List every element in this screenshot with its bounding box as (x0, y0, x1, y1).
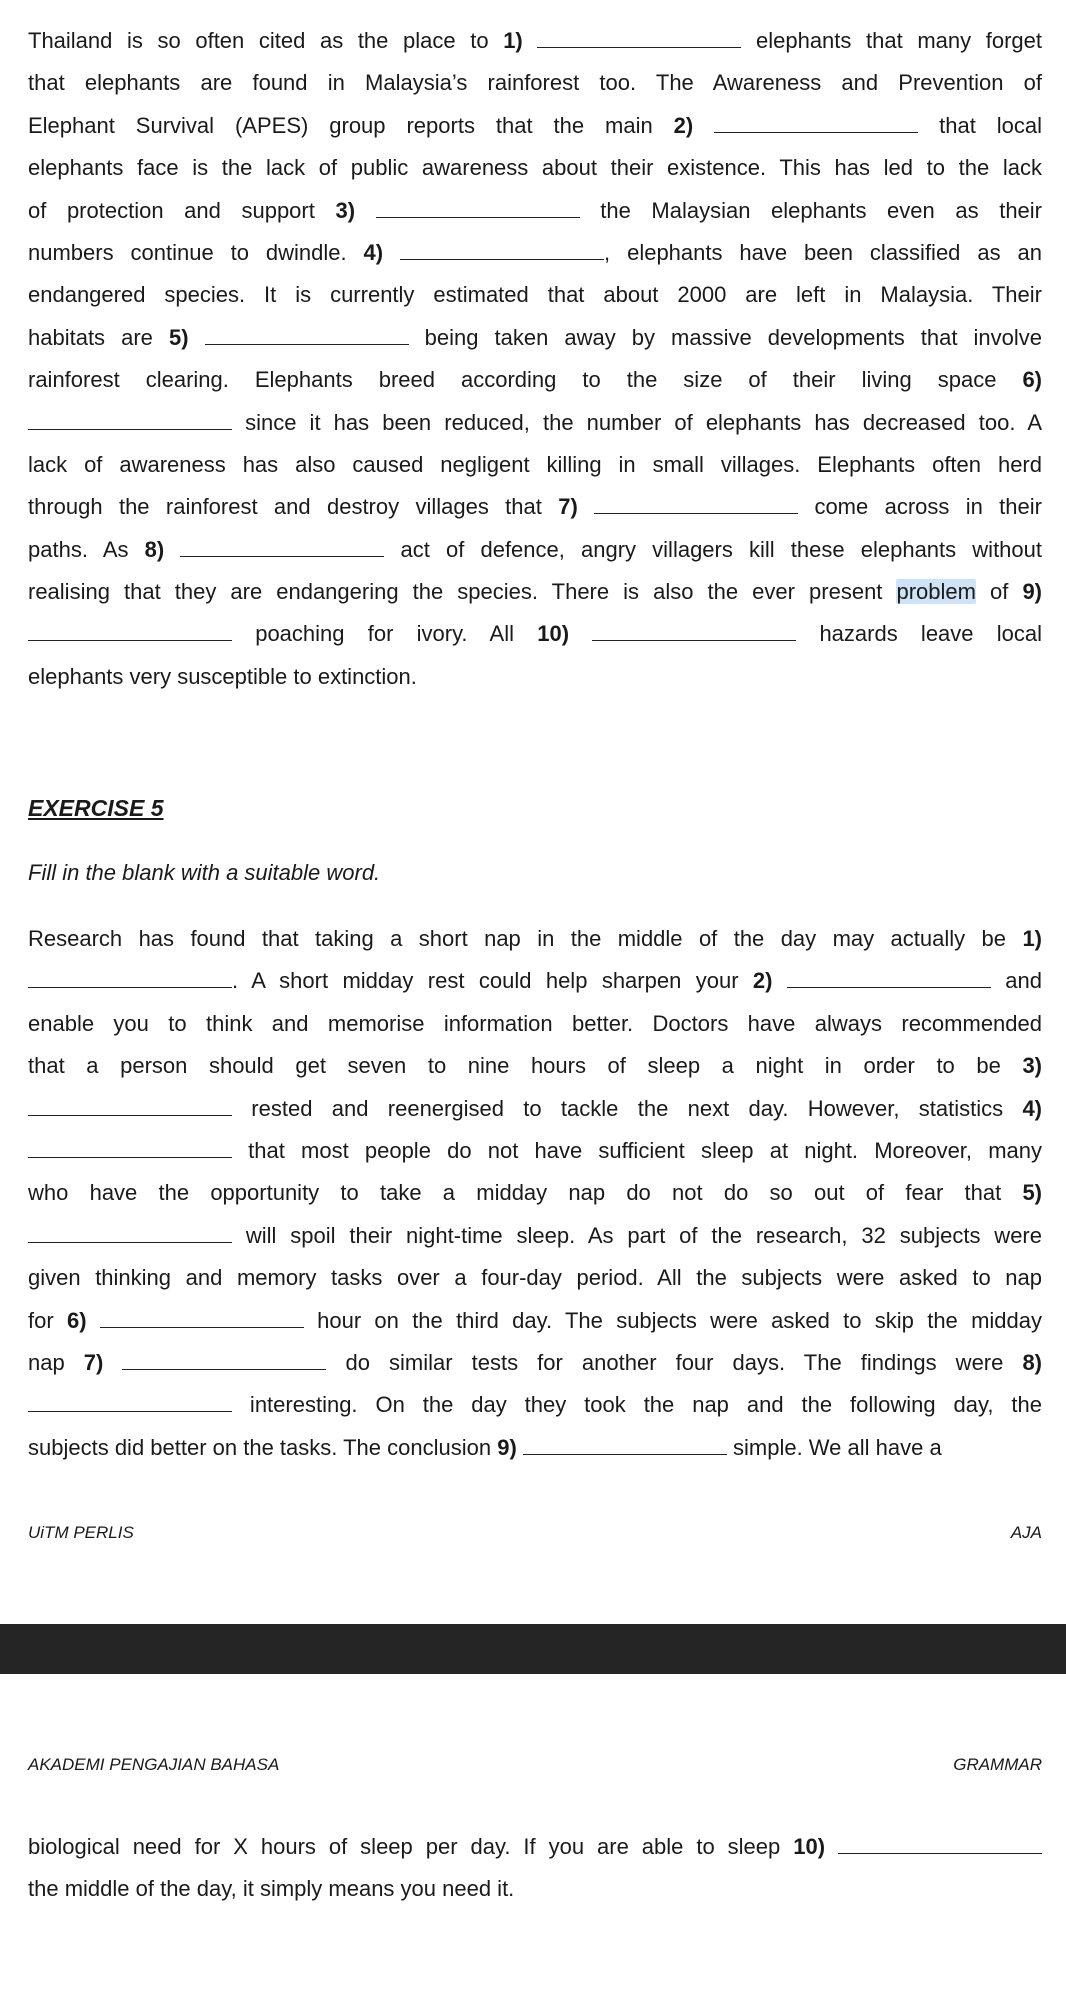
passage-midday-nap (28, 918, 1042, 1469)
text-line (28, 1384, 1042, 1426)
question-number: 4) (363, 239, 384, 265)
answer-blank[interactable] (28, 411, 232, 430)
question-number: 8) (1022, 1349, 1042, 1375)
header-department: AKADEMI PENGAJIAN BAHASA (28, 1755, 280, 1774)
answer-blank[interactable] (122, 1351, 326, 1370)
question-number: 2) (673, 112, 694, 138)
text-line (28, 1003, 1042, 1045)
answer-blank[interactable] (838, 1835, 1042, 1854)
question-number: 10) (793, 1834, 826, 1859)
text-run: subjects did better on the tasks. The conclusion (28, 1434, 498, 1460)
question-number: 5) (1022, 1180, 1042, 1206)
text-run: elephants very susceptible to extinction. (28, 663, 417, 689)
text-run: Elephant Survival (APES) group reports that the main (28, 112, 674, 138)
question-number: 9) (1022, 579, 1042, 605)
text-line (28, 486, 1042, 528)
page-header (28, 1755, 1042, 1775)
text-run: of protection and support (28, 197, 336, 223)
text-line (28, 1130, 1042, 1172)
text-run: lack of awareness has also caused negligent killing in small villages. Elephants often herd (28, 451, 1042, 477)
text-run (355, 198, 376, 223)
text-run: rainforest clearing. Elephants breed according to the size of their living space (28, 367, 1023, 393)
text-run: rested and reenergised to tackle the next day. However, statistics (232, 1095, 1023, 1121)
text-run: act of defence, angry villagers kill these elephants without (384, 536, 1042, 562)
text-run: enable you to think and memorise information better. Doctors have always recommended (28, 1010, 1042, 1036)
footer-institution: UiTM PERLIS (28, 1523, 134, 1542)
text-run: given thinking and memory tasks over a four-day period. All the subjects were asked to nap (28, 1265, 1042, 1291)
text-line (28, 20, 1042, 62)
text-line (28, 274, 1042, 316)
text-line (28, 62, 1042, 104)
question-number: 8) (144, 536, 165, 562)
text-run: paths. As (28, 536, 145, 562)
text-line (28, 190, 1042, 232)
text-line (28, 1427, 1042, 1469)
text-run: come across in their (798, 494, 1042, 520)
text-run (523, 28, 538, 53)
text-line (28, 1257, 1042, 1299)
text-run: of (975, 579, 1023, 605)
text-run (189, 325, 205, 350)
highlighted-word[interactable]: problem (896, 579, 976, 605)
text-line (28, 444, 1042, 486)
answer-blank[interactable] (180, 538, 384, 557)
text-run: hazards leave local (796, 621, 1042, 647)
question-number: 6) (66, 1307, 87, 1333)
answer-blank[interactable] (28, 1139, 232, 1158)
text-run: will spoil their night-time sleep. As part of the research, 32 subjects were (232, 1222, 1042, 1248)
text-run: that a person should get seven to nine hours of sleep a night in order to be (28, 1053, 1023, 1079)
text-run (569, 621, 592, 646)
text-run (578, 494, 594, 519)
text-run: who have the opportunity to take a midday nap do not do so out of fear that (28, 1180, 1023, 1206)
footer-author: AJA (1010, 1523, 1042, 1542)
text-run (383, 240, 400, 265)
answer-blank[interactable] (523, 1436, 727, 1455)
passage-continuation (28, 1826, 1042, 1911)
answer-blank[interactable] (205, 326, 409, 345)
text-run: interesting. On the day they took the nap and the following day, the (232, 1392, 1042, 1418)
answer-blank[interactable] (537, 29, 741, 48)
answer-blank[interactable] (28, 1393, 232, 1412)
text-line (28, 656, 1042, 698)
question-number: 7) (558, 494, 578, 520)
text-run: . A short midday rest could help sharpen your (232, 968, 753, 994)
answer-blank[interactable] (28, 1224, 232, 1243)
text-line (28, 571, 1042, 613)
text-run: Research has found that taking a short nap in the middle of the day may actually be (28, 926, 1023, 951)
text-line (28, 1172, 1042, 1214)
text-line (28, 105, 1042, 147)
text-line (28, 1215, 1042, 1257)
text-run: hour on the third day. The subjects were asked to skip the midday (303, 1307, 1042, 1333)
exercise-5-instruction: Fill in the blank with a suitable word. (28, 860, 381, 885)
answer-blank[interactable] (714, 114, 918, 133)
text-run: simple. We all have a (726, 1434, 942, 1460)
text-run: do similar tests for another four days. The findings were (326, 1349, 1023, 1375)
text-run (772, 968, 786, 993)
paragraph (28, 918, 1042, 1469)
text-line (28, 147, 1042, 189)
text-line (28, 359, 1042, 401)
text-line (28, 1342, 1042, 1384)
answer-blank[interactable] (787, 969, 991, 988)
answer-blank[interactable] (594, 495, 798, 514)
text-run (87, 1308, 100, 1333)
text-line (28, 317, 1042, 359)
answer-blank[interactable] (28, 622, 232, 641)
answer-blank[interactable] (376, 199, 580, 218)
question-number: 5) (168, 324, 189, 350)
text-run: the Malaysian elephants even as their (579, 197, 1042, 223)
paragraph (28, 20, 1042, 698)
text-run: biological need for X hours of sleep per day. If you are able to sleep (28, 1834, 794, 1859)
text-run (693, 113, 714, 138)
question-number: 3) (1022, 1053, 1042, 1079)
text-run: elephants face is the lack of public awareness about their existence. This has led to the lack (28, 155, 1042, 181)
text-line (28, 402, 1042, 444)
text-line (28, 1300, 1042, 1342)
text-run: the middle of the day, it simply means you need it. (28, 1876, 515, 1902)
text-run: nap (28, 1349, 84, 1375)
text-run: that most people do not have sufficient sleep at night. Moreover, many (232, 1137, 1042, 1163)
page-divider (0, 1624, 1066, 1674)
text-line (28, 1045, 1042, 1087)
text-line (28, 960, 1042, 1002)
text-run: endangered species. It is currently estimated that about 2000 are left in Malaysia. Their (28, 282, 1042, 308)
text-run: through the rainforest and destroy villages that (28, 494, 559, 520)
text-line (28, 232, 1042, 274)
text-line (28, 613, 1042, 655)
text-run: , elephants have been classified as an (604, 239, 1042, 265)
text-run: numbers continue to dwindle. (28, 239, 364, 265)
text-run: habitats are (28, 324, 169, 350)
text-run (825, 1834, 838, 1859)
question-number: 7) (83, 1349, 104, 1375)
text-run: Thailand is so often cited as the place to (28, 28, 504, 53)
text-run (103, 1350, 122, 1375)
text-run: elephants that many forget (741, 28, 1042, 53)
answer-blank[interactable] (592, 622, 796, 641)
answer-blank[interactable] (100, 1309, 304, 1328)
answer-blank[interactable] (28, 969, 232, 988)
exercise-5-heading: EXERCISE 5 (28, 795, 164, 821)
question-number: 10) (537, 621, 570, 647)
text-line (28, 1088, 1042, 1130)
text-run (164, 537, 180, 562)
answer-blank[interactable] (400, 241, 604, 260)
header-subject: GRAMMAR (953, 1755, 1042, 1774)
text-run: realising that they are endangering the species. There is also the ever present (28, 579, 897, 605)
answer-blank[interactable] (28, 1097, 232, 1116)
question-number: 4) (1022, 1095, 1042, 1121)
passage-elephants (28, 20, 1042, 698)
text-run: that local (918, 112, 1043, 138)
question-number: 9) (497, 1434, 517, 1460)
text-line (28, 918, 1042, 960)
text-run: and (990, 968, 1042, 994)
text-line (28, 529, 1042, 571)
text-run: poaching for ivory. All (232, 621, 538, 647)
question-number: 2) (752, 968, 773, 994)
text-run: being taken away by massive developments that involve (408, 324, 1042, 350)
paragraph (28, 1826, 1042, 1911)
question-number: 6) (1022, 367, 1042, 393)
text-run: that elephants are found in Malaysia’s rainforest too. The Awareness and Prevention of (28, 70, 1042, 96)
question-number: 3) (335, 197, 356, 223)
text-run: for (28, 1307, 67, 1333)
text-line (28, 1868, 1042, 1910)
question-number: 1) (1022, 926, 1042, 951)
text-run: since it has been reduced, the number of elephants has decreased too. A (232, 409, 1042, 435)
page-footer (28, 1523, 1042, 1543)
text-line (28, 1826, 1042, 1868)
question-number: 1) (503, 28, 523, 53)
